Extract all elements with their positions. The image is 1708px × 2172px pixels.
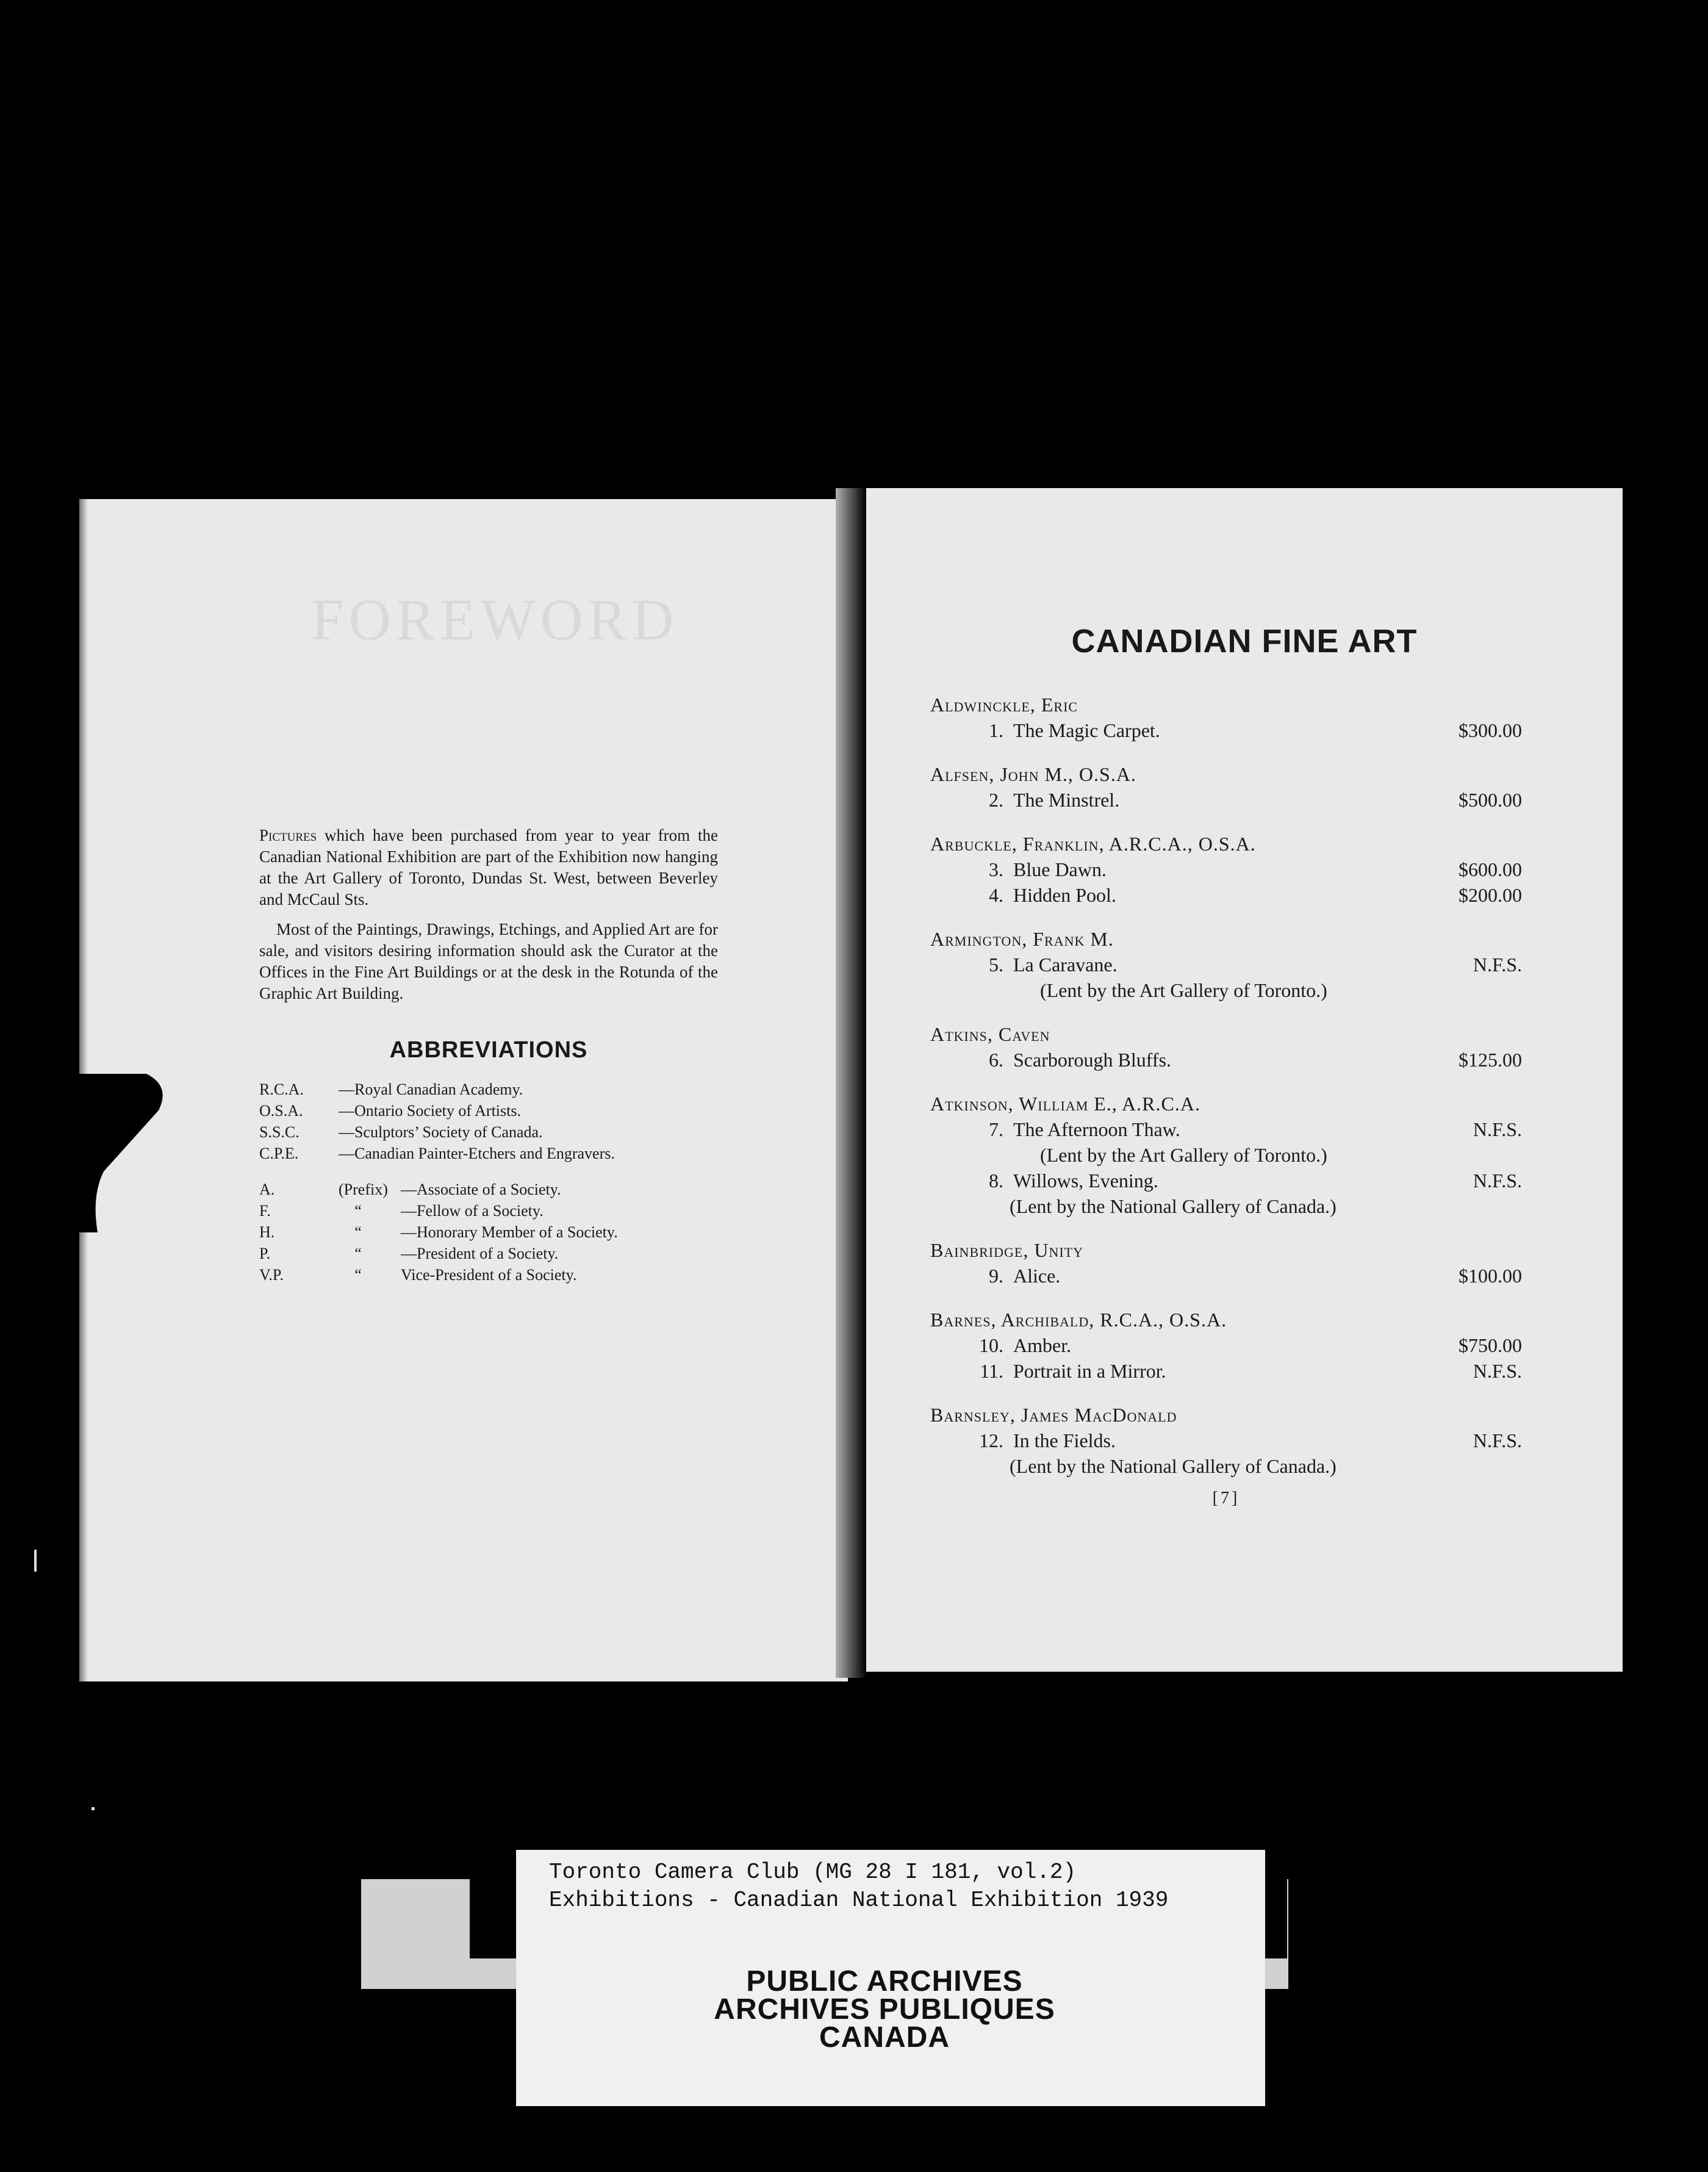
prefix-key: P. <box>259 1245 271 1262</box>
work-title: In the Fields. <box>1013 1429 1116 1451</box>
artist-entry <box>930 692 1522 743</box>
work-row <box>930 1263 1522 1289</box>
work-title: La Caravane. <box>1013 954 1118 976</box>
work-title: Hidden Pool. <box>1013 884 1116 906</box>
artist-entry <box>930 1307 1522 1384</box>
prefix-value: —President of a Society. <box>401 1245 559 1262</box>
work-price: $750.00 <box>1459 1334 1522 1356</box>
scan-speck <box>92 1807 95 1810</box>
artist-name: Atkins, Caven <box>930 1023 1050 1045</box>
abbreviation-value: —Royal Canadian Academy. <box>339 1081 523 1098</box>
work-lender: (Lent by the National Gallery of Canada.) <box>1010 1455 1337 1477</box>
prefix-key: F. <box>259 1202 271 1220</box>
work-number: 3. <box>989 858 1003 880</box>
artist-entry <box>930 761 1522 813</box>
intro-paragraph-1-body: which have been purchased from year to year from the Canadian National Exhibition are part of the Exhibition now hanging at the Art Gallery of Toronto, Dundas St. West, between Beverley and McCaul Sts. <box>259 826 718 908</box>
work-price: $600.00 <box>1459 858 1522 880</box>
abbreviation-key: R.C.A. <box>259 1081 304 1098</box>
archive-stamp-line-2: ARCHIVES PUBLIQUES <box>714 1993 1055 2026</box>
work-row <box>930 952 1522 977</box>
artist-name: Arbuckle, Franklin, A.R.C.A., O.S.A. <box>930 833 1256 855</box>
work-title: Scarborough Bluffs. <box>1013 1049 1171 1071</box>
book-gutter <box>836 488 866 1678</box>
work-price: $500.00 <box>1459 789 1522 811</box>
artist-name: Barnsley, James MacDonald <box>930 1404 1177 1426</box>
catalog-list <box>930 692 1522 1497</box>
work-number: 6. <box>989 1049 1003 1071</box>
abbreviation-value: —Canadian Painter-Etchers and Engravers. <box>339 1145 615 1162</box>
work-price: N.F.S. <box>1473 1360 1522 1382</box>
abbreviation-value: —Sculptors’ Society of Canada. <box>339 1123 543 1141</box>
work-row <box>930 857 1522 882</box>
work-title: The Afternoon Thaw. <box>1013 1118 1180 1140</box>
work-number: 11. <box>980 1360 1003 1382</box>
artist-entry <box>930 1091 1522 1219</box>
intro-paragraph-1 <box>259 825 718 910</box>
prefix-row <box>259 1243 718 1264</box>
scan-speck <box>34 1550 37 1572</box>
work-row <box>930 1332 1522 1358</box>
artist-entry <box>930 831 1522 908</box>
prefix-value: —Associate of a Society. <box>401 1181 561 1198</box>
prefix-value: —Fellow of a Society. <box>401 1202 544 1220</box>
work-number: 8. <box>989 1170 1003 1192</box>
page-number: [7] <box>1212 1489 1240 1508</box>
work-price: N.F.S. <box>1473 954 1522 976</box>
prefix-row <box>259 1264 718 1286</box>
artist-entry <box>930 1402 1522 1479</box>
catalog-title: CANADIAN FINE ART <box>1071 623 1418 660</box>
prefix-key: H. <box>259 1223 275 1241</box>
abbreviation-key: S.S.C. <box>259 1123 300 1141</box>
abbreviation-row <box>259 1100 718 1121</box>
intro-lead-word: Pictures <box>259 826 317 844</box>
work-lender: (Lent by the Art Gallery of Toronto.) <box>1040 1144 1327 1166</box>
work-number: 10. <box>979 1334 1003 1356</box>
prefix-marker: “ <box>354 1245 362 1262</box>
work-title: Blue Dawn. <box>1013 858 1107 880</box>
abbreviation-row <box>259 1079 718 1100</box>
work-price: $200.00 <box>1459 884 1522 906</box>
artist-entry <box>930 926 1522 1003</box>
page-tab-notch <box>79 1074 177 1232</box>
work-row <box>930 1117 1522 1142</box>
work-number: 4. <box>989 884 1003 906</box>
artist-name: Bainbridge, Unity <box>930 1239 1083 1261</box>
abbreviations-list <box>259 1079 718 1286</box>
prefix-row <box>259 1221 718 1243</box>
work-row <box>930 882 1522 908</box>
work-title: Amber. <box>1013 1334 1072 1356</box>
bleed-through-text: FOREWORD <box>311 587 679 652</box>
work-number: 2. <box>989 789 1003 811</box>
work-price: N.F.S. <box>1473 1118 1522 1140</box>
work-number: 9. <box>989 1265 1003 1287</box>
artist-name: Alfsen, John M., O.S.A. <box>930 763 1136 785</box>
work-price: N.F.S. <box>1473 1429 1522 1451</box>
work-title: Alice. <box>1013 1265 1061 1287</box>
work-row <box>930 1358 1522 1384</box>
prefix-key: A. <box>259 1181 275 1198</box>
prefix-value: Vice-President of a Society. <box>401 1266 577 1284</box>
work-number: 7. <box>989 1118 1003 1140</box>
abbreviation-key: O.S.A. <box>259 1102 303 1120</box>
prefix-key: V.P. <box>259 1266 284 1284</box>
abbreviation-row <box>259 1143 718 1164</box>
work-title: The Minstrel. <box>1013 789 1120 811</box>
artist-name: Armington, Frank M. <box>930 928 1114 950</box>
prefix-marker: “ <box>354 1202 362 1220</box>
archive-stamp-line-1: PUBLIC ARCHIVES <box>746 1965 1023 1998</box>
work-lender: (Lent by the Art Gallery of Toronto.) <box>1040 979 1327 1001</box>
work-price: $300.00 <box>1459 719 1522 741</box>
work-number: 12. <box>979 1429 1003 1451</box>
abbreviation-value: —Ontario Society of Artists. <box>339 1102 521 1120</box>
work-price: $125.00 <box>1459 1049 1522 1071</box>
intro-text <box>259 825 718 1013</box>
artist-name: Barnes, Archibald, R.C.A., O.S.A. <box>930 1309 1227 1331</box>
work-number: 1. <box>989 719 1003 741</box>
prefix-row <box>259 1200 718 1221</box>
work-price: $100.00 <box>1459 1265 1522 1287</box>
work-row <box>930 787 1522 813</box>
work-row <box>930 1047 1522 1073</box>
intro-paragraph-2: Most of the Paintings, Drawings, Etchings, and Applied Art are for sale, and visitors desiring information should ask the Curator at the Offices in the Fine Art Buildings or at the desk in the Rotunda of the Graphic Art Building. <box>259 920 718 1002</box>
abbreviation-row <box>259 1121 718 1143</box>
work-title: Willows, Evening. <box>1013 1170 1158 1192</box>
artist-entry <box>930 1237 1522 1289</box>
prefix-marker: “ <box>354 1223 362 1241</box>
artist-name: Atkinson, William E., A.R.C.A. <box>930 1093 1200 1115</box>
abbreviation-key: C.P.E. <box>259 1145 299 1162</box>
work-title: Portrait in a Mirror. <box>1013 1360 1166 1382</box>
work-lender: (Lent by the National Gallery of Canada.) <box>1010 1195 1337 1217</box>
work-row <box>930 1428 1522 1453</box>
work-row <box>930 1168 1522 1193</box>
artist-name: Aldwinckle, Eric <box>930 694 1078 716</box>
prefix-marker: “ <box>354 1266 362 1284</box>
label-line-1: Toronto Camera Club (MG 28 I 181, vol.2) <box>549 1860 1077 1885</box>
abbreviations-heading: ABBREVIATIONS <box>389 1037 588 1063</box>
work-title: The Magic Carpet. <box>1013 719 1160 741</box>
prefix-row <box>259 1179 718 1200</box>
work-number: 5. <box>989 954 1003 976</box>
archive-stamp-line-3: CANADA <box>819 2021 950 2054</box>
prefix-marker: (Prefix) <box>339 1181 388 1198</box>
work-price: N.F.S. <box>1473 1170 1522 1192</box>
artist-entry <box>930 1021 1522 1073</box>
work-row <box>930 717 1522 743</box>
label-line-2: Exhibitions - Canadian National Exhibition 1939 <box>549 1888 1169 1913</box>
prefix-value: —Honorary Member of a Society. <box>401 1223 618 1241</box>
